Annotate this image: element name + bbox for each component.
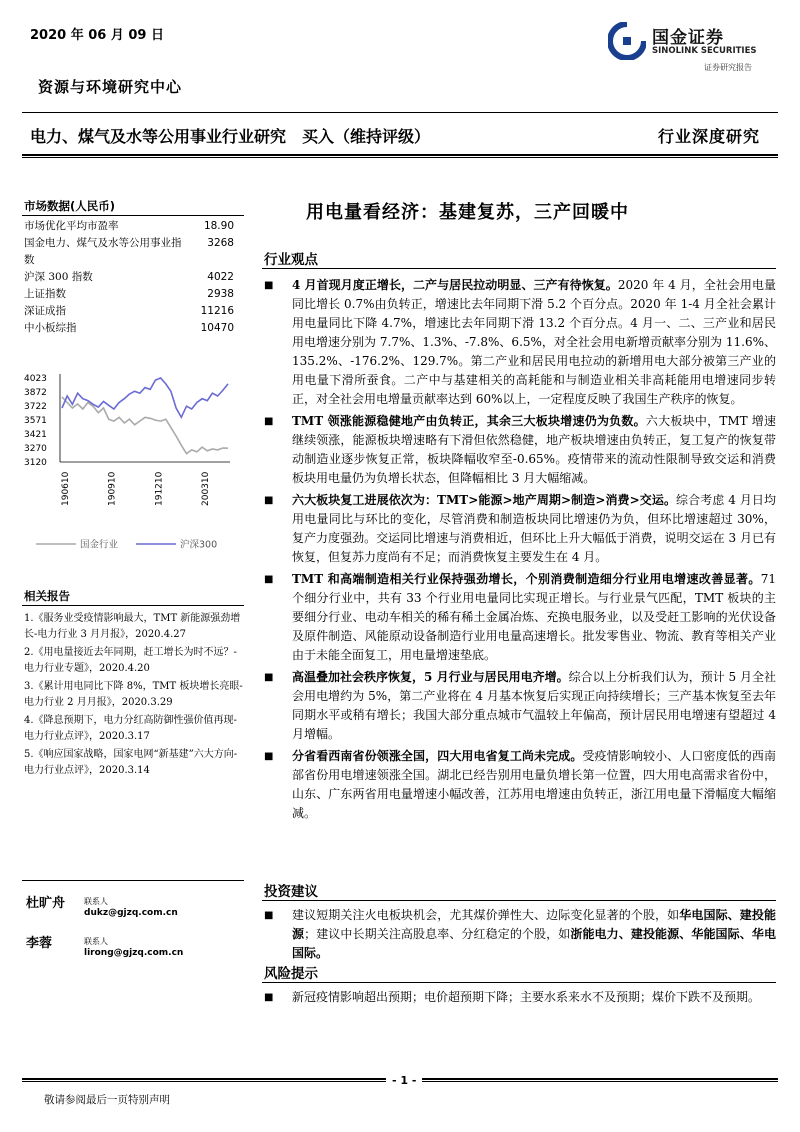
legend-label: 国金行业 xyxy=(80,539,119,551)
y-tick-label: 3421 xyxy=(24,430,47,440)
report-type: 行业深度研究 xyxy=(657,127,760,146)
title-divider xyxy=(22,154,778,156)
market-label: 沪深 300 指数 xyxy=(24,271,93,283)
market-label: 市场优化平均市盈率 xyxy=(24,220,119,232)
viewpoint-item xyxy=(264,412,776,488)
investment-picks: 华电国际、建投能源 xyxy=(292,908,776,941)
y-tick-label: 3722 xyxy=(24,402,47,412)
viewpoint-item xyxy=(264,668,776,744)
market-data-heading: 市场数据(人民币) xyxy=(24,199,116,213)
analyst-role: 联系人 xyxy=(84,897,108,906)
market-value: 3268 xyxy=(207,237,234,249)
analyst-email[interactable]: lirong@gjzq.com.cn xyxy=(84,948,184,958)
market-label: 中小板综指 xyxy=(24,322,77,334)
logo-tagline: 证券研究报告 xyxy=(704,63,752,72)
viewpoint-item-text: 受疫情影响较小、人口密度低的西南部省份用电增速领涨全国。湖北已经告别用电量负增长第一位置，四大用电高需求省份中，山东、广东两省用电量增速小幅改善，江苏用电增速由负转正，浙江用电量下滑幅度大幅缩减。 xyxy=(292,749,776,820)
analyst-email[interactable]: dukz@gjzq.com.cn xyxy=(84,908,178,918)
viewpoint-item xyxy=(264,570,776,665)
market-data-divider xyxy=(22,215,244,216)
y-tick-label: 3872 xyxy=(24,388,47,399)
viewpoint-divider xyxy=(262,268,776,269)
related-report-item[interactable]: 5.《响应国家战略，国家电网“新基建”六大方向-电力行业点评》，2020.3.14 xyxy=(24,749,238,776)
y-tick-label: 3571 xyxy=(24,416,47,427)
viewpoint-item-lead: 4 月首现月度正增长，二产与居民拉动明显、三产有待恢复。 xyxy=(292,278,618,292)
market-row xyxy=(24,235,234,269)
risk-heading: 风险提示 xyxy=(264,966,318,982)
series-line-industry xyxy=(62,397,228,454)
market-value: 18.90 xyxy=(203,220,234,232)
y-tick-label: 3120 xyxy=(24,458,47,468)
market-value: 4022 xyxy=(207,271,234,283)
industry-rating: 电力、煤气及水等公用事业行业研究 买入（维持评级） xyxy=(30,127,431,146)
logo-name-en: SINOLINK SECURITIES xyxy=(652,46,757,56)
related-reports-list xyxy=(24,611,246,781)
viewpoint-bullets xyxy=(264,276,776,826)
viewpoint-item-text: 2020 年 4 月，全社会用电量同比增长 0.7%由负转正，增速比去年同期下滑 5.2 个百分点。2020 年 1-4 月全社会累计用电量同比下降 4.7%，增速比去年同期下滑 13.2 个百分点。4 月一、二、三产业和居民用电增速分别为 7.7%、1.3%、-7.8%、6.5%，对全社会用电新增贡献率分别为 11.6%、135.2%、-176.2%、129.7%。第二产业和居民用电拉动的新增用电大部分被第三产业的用电量下滑所蚕食。二产中与基建相关的高耗能和与制造业相关非高耗能用电增速同步转正，对全社会用电增量贡献率达到 60%以上，一定程度反映了我国生产秩序的恢复。 xyxy=(292,278,776,406)
market-row xyxy=(24,320,234,337)
x-tick-label: 200310 xyxy=(201,471,211,506)
disclaimer: 敬请参阅最后一页特别声明 xyxy=(44,1094,170,1106)
investment-picks: 浙能电力、建投能源、华能国际、华电国际。 xyxy=(292,927,776,960)
viewpoint-item-lead: 六大板块复工进展依次为：TMT>能源>地产周期>制造>消费>交运。 xyxy=(292,493,677,507)
x-tick-label: 190610 xyxy=(61,471,71,506)
viewpoint-item-text: 综合以上分析我们认为，预计 5 月全社会用电增约为 5%，第二产业将在 4 月基本恢复后实现正向持续增长；三产基本恢复至去年同期水平或稍有增长；我国大部分重点城市气温较上年偏高，预计居民用电增速有望超过 4 月增幅。 xyxy=(292,670,777,741)
related-report-item[interactable]: 4.《降息预期下，电力分红高防御性强价值再现-电力行业点评》，2020.3.17 xyxy=(24,715,237,742)
related-reports-heading: 相关报告 xyxy=(24,589,70,603)
market-row xyxy=(24,286,234,303)
viewpoint-heading: 行业观点 xyxy=(264,252,318,268)
related-report-item[interactable]: 3.《累计用电同比下降 8%，TMT 板块增长亮眼-电力行业 2 月月报》，2020.3.29 xyxy=(24,681,243,708)
market-value: 11216 xyxy=(200,305,234,317)
viewpoint-item-lead: TMT 领涨能源稳健地产由负转正，其余三大板块增速仍为负数。 xyxy=(292,414,646,428)
investment-heading: 投资建议 xyxy=(264,884,318,900)
analyst-role: 联系人 xyxy=(84,937,108,946)
viewpoint-item xyxy=(264,491,776,567)
y-tick-label: 4023 xyxy=(24,374,47,384)
market-label: 上证指数 xyxy=(24,288,66,300)
viewpoint-item-text: 六大板块中，TMT 增速继续领涨，能源板块增速略有下滑但依然稳健，地产板块增速由负转正，复工复产的恢复带动制造业逐步恢复正常，板块降幅收窄至-0.65%。疫情带来的流动性限制导致交运和消费板块用电量仍为负增长状态，但降幅相比 3 月大幅缩减。 xyxy=(292,414,776,485)
viewpoint-item xyxy=(264,747,776,823)
market-data-table xyxy=(24,218,234,337)
market-label: 国金电力、煤气及水等公用事业指数 xyxy=(24,237,182,266)
related-report-item[interactable]: 2.《用电量接近去年同期，赶工增长为时不远？-电力行业专题》，2020.4.20 xyxy=(24,647,237,674)
viewpoint-item-text: 综合考虑 4 月日均用电量同比与环比的变化，尽管消费和制造板块同比增速仍为负，但环比增速超过 30%，复产力度强劲。交运同比增速与消费相近，但环比上升大幅低于消费，说明交运在 3 月已有恢复，但复苏力度尚有不足；而消费恢复主要发生在 4 月。 xyxy=(292,493,777,564)
risk-divider xyxy=(262,982,776,983)
viewpoint-item-lead: 高温叠加社会秩序恢复，5 月行业与居民用电齐增。 xyxy=(292,670,569,684)
analyst-divider xyxy=(22,880,244,881)
analyst-name: 杜旷舟 xyxy=(26,896,66,911)
investment-divider xyxy=(262,900,776,901)
viewpoint-item-lead: TMT 和高端制造相关行业保持强劲增长，个别消费制造细分行业用电增速改善显著。 xyxy=(292,572,761,586)
viewpoint-item-lead: 分省看西南省份领涨全国，四大用电省复工尚未完成。 xyxy=(292,749,583,763)
title-divider-sub xyxy=(22,157,778,158)
viewpoint-item-text: 71 个细分行业中，共有 33 个行业用电量同比实现正增长。与行业景气匹配，TMT 板块的主要细分行业、电动车相关的稀有稀土金属冶炼、充换电服务业，以及受赶工影响的光伏设备及原件制造、风能原动设备制造行业用电量高速增长。批发零售业、物流、教育等相关产业由于未能全面复工，用电量增速垫底。 xyxy=(292,572,776,662)
risk-bullets xyxy=(264,988,776,1010)
header-divider xyxy=(22,112,778,113)
company-logo xyxy=(608,22,778,74)
series-line-hs300 xyxy=(62,378,228,417)
market-value: 10470 xyxy=(200,322,234,334)
analyst-name: 李蓉 xyxy=(26,936,53,951)
report-title: 用电量看经济：基建复苏，三产回暖中 xyxy=(306,202,629,223)
investment-bullets xyxy=(264,906,776,966)
viewpoint-item xyxy=(264,276,776,409)
related-reports-divider xyxy=(22,605,244,606)
market-row xyxy=(24,303,234,320)
market-label: 深证成指 xyxy=(24,305,66,317)
y-tick-label: 3270 xyxy=(24,444,47,455)
logo-name-cn: 国金证券 xyxy=(652,28,724,48)
investment-text: ；建议中长期关注高股息率、分红稳定的个股，如 xyxy=(304,927,571,941)
market-row xyxy=(24,269,234,286)
market-value: 2938 xyxy=(207,288,234,300)
market-row xyxy=(24,218,234,235)
investment-text: 建议短期关注火电板块机会，尤其煤价弹性大、边际变化显著的个股，如 xyxy=(292,908,680,922)
legend-label: 沪深300 xyxy=(180,539,218,551)
risk-item: ■ 新冠疫情影响超出预期；电价超预期下降；主要水系来水不及预期；煤价下跌不及预期。 xyxy=(264,988,776,1007)
research-center: 资源与环境研究中心 xyxy=(38,78,183,96)
report-date: 2020 年 06 月 09 日 xyxy=(30,28,164,43)
logo-mark-icon xyxy=(608,22,646,60)
x-tick-label: 190910 xyxy=(107,471,118,506)
related-report-item[interactable]: 1.《服务业受疫情影响最大，TMT 新能源强劲增长-电力行业 3 月月报》，2020.4.27 xyxy=(24,613,241,640)
page-number: - 1 - xyxy=(386,1074,422,1087)
index-comparison-chart xyxy=(22,368,244,558)
x-tick-label: 191210 xyxy=(154,471,165,506)
investment-item xyxy=(264,906,776,963)
